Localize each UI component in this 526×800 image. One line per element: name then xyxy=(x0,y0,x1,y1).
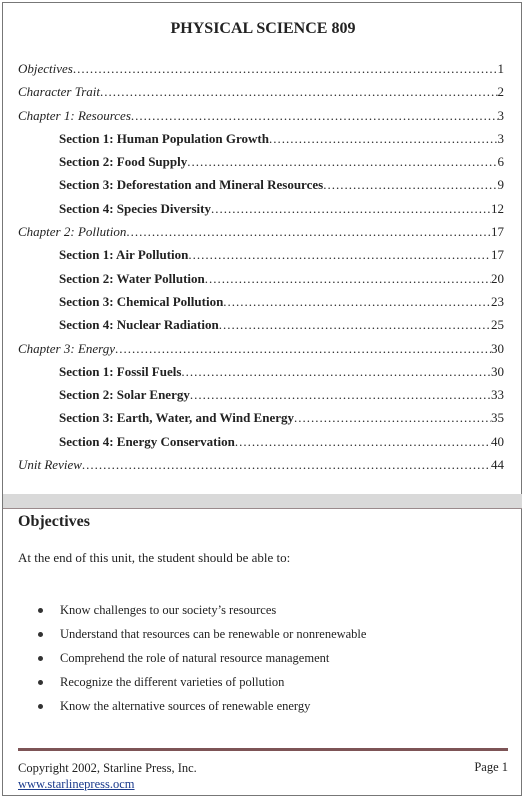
document-title: PHYSICAL SCIENCE 809 xyxy=(170,20,356,37)
bullet-icon xyxy=(38,632,43,637)
toc-entry-label: Objectives xyxy=(18,61,73,76)
footer-rule xyxy=(18,748,508,751)
toc-leader-dots xyxy=(188,247,491,263)
toc-entry[interactable] xyxy=(18,84,504,107)
toc-entry-page: 40 xyxy=(491,433,504,449)
bullet-icon xyxy=(38,656,43,661)
toc-leader-dots xyxy=(294,410,491,426)
toc-entry[interactable] xyxy=(18,387,504,410)
objective-text: Know the alternative sources of renewable energy xyxy=(60,698,311,713)
toc-leader-dots xyxy=(223,294,491,310)
toc-entry[interactable] xyxy=(18,108,504,131)
toc-entry-page: 3 xyxy=(497,130,504,146)
toc-entry[interactable] xyxy=(18,457,504,480)
bullet-icon xyxy=(38,680,43,685)
section-divider-rule xyxy=(3,508,522,509)
section-divider-band xyxy=(3,494,522,508)
toc-leader-dots xyxy=(205,271,491,287)
toc-entry-page: 17 xyxy=(491,247,504,263)
toc-entry-page: 6 xyxy=(497,154,504,170)
toc-entry-label: Section 2: Food Supply xyxy=(59,154,188,170)
toc-entry-page: 44 xyxy=(491,457,504,473)
toc-entry-page: 2 xyxy=(497,84,504,100)
toc-entry-page: 20 xyxy=(491,270,504,286)
toc-entry[interactable] xyxy=(18,317,504,340)
toc-entry-label: Character Trait xyxy=(18,84,100,100)
toc-leader-dots xyxy=(235,434,491,450)
toc-entry-label: Section 1: Fossil Fuels xyxy=(59,363,182,379)
toc-leader-dots xyxy=(187,154,497,170)
list-item xyxy=(38,694,366,718)
footer-credits xyxy=(18,760,197,792)
toc-entry-label: Section 2: Solar Energy xyxy=(59,387,190,403)
copyright-text: Copyright 2002, Starline Press, Inc. xyxy=(18,761,197,775)
toc-entry-label: Chapter 1: Resources xyxy=(18,107,131,123)
toc-entry-label: Section 3: Earth, Water, and Wind Energy xyxy=(59,410,294,426)
toc-entry-page: 17 xyxy=(491,224,504,240)
toc-entry-page: 25 xyxy=(491,317,504,333)
toc-entry[interactable] xyxy=(18,434,504,457)
toc-entry-label: Section 4: Nuclear Radiation xyxy=(59,317,219,333)
list-item xyxy=(38,670,366,694)
list-item xyxy=(38,646,366,670)
toc-entry[interactable] xyxy=(18,364,504,387)
toc-leader-dots xyxy=(181,364,491,380)
toc-leader-dots xyxy=(82,457,491,473)
toc-entry-page: 12 xyxy=(491,200,504,216)
toc-entry-page: 30 xyxy=(491,363,504,379)
toc-entry[interactable] xyxy=(18,154,504,177)
website-link[interactable]: www.starlinepress.ocm xyxy=(18,777,135,791)
toc-leader-dots xyxy=(100,84,498,100)
toc-leader-dots xyxy=(115,341,491,357)
toc-entry-page: 3 xyxy=(497,107,504,123)
toc-entry[interactable] xyxy=(18,247,504,270)
objective-text: Comprehend the role of natural resource management xyxy=(60,650,330,665)
toc-entry-label: Chapter 2: Pollution xyxy=(18,224,127,240)
toc-entry-label: Section 4: Species Diversity xyxy=(59,200,212,216)
toc-entry-label: Section 1: Human Population Growth xyxy=(59,130,269,146)
objectives-intro: At the end of this unit, the student should be able to: xyxy=(18,550,291,565)
toc-entry-page: 9 xyxy=(497,177,504,193)
toc-entry-page: 1 xyxy=(497,61,504,76)
toc-entry-page: 35 xyxy=(491,410,504,426)
toc-entry-label: Section 2: Water Pollution xyxy=(59,270,205,286)
toc-entry-label: Section 3: Deforestation and Mineral Resources xyxy=(59,177,324,193)
toc-entry-label: Section 1: Air Pollution xyxy=(59,247,189,263)
toc-leader-dots xyxy=(323,177,497,193)
toc-entry[interactable] xyxy=(18,177,504,200)
toc-entry-label: Chapter 3: Energy xyxy=(18,340,115,356)
toc-entry[interactable] xyxy=(18,131,504,154)
objective-text: Recognize the different varieties of pollution xyxy=(60,674,285,689)
toc-leader-dots xyxy=(73,61,498,77)
bullet-icon xyxy=(38,608,43,613)
toc-entry[interactable] xyxy=(18,61,504,84)
list-item xyxy=(38,622,366,646)
toc-leader-dots xyxy=(190,387,491,403)
toc-entry[interactable] xyxy=(18,224,504,247)
toc-entry[interactable] xyxy=(18,410,504,433)
toc-entry-page: 30 xyxy=(491,340,504,356)
table-of-contents xyxy=(18,61,504,480)
toc-entry-label: Section 4: Energy Conservation xyxy=(59,433,235,449)
toc-entry-page: 23 xyxy=(491,293,504,309)
toc-leader-dots xyxy=(219,317,491,333)
objectives-heading: Objectives xyxy=(18,513,90,530)
list-item xyxy=(38,598,366,622)
toc-entry-page: 33 xyxy=(491,387,504,403)
toc-entry[interactable] xyxy=(18,341,504,364)
toc-entry[interactable] xyxy=(18,201,504,224)
toc-entry[interactable] xyxy=(18,294,504,317)
toc-entry-label: Unit Review xyxy=(18,457,82,473)
toc-leader-dots xyxy=(126,224,491,240)
objective-text: Understand that resources can be renewable or nonrenewable xyxy=(60,626,367,641)
toc-leader-dots xyxy=(269,131,498,147)
toc-leader-dots xyxy=(211,201,491,217)
objectives-list xyxy=(38,598,366,718)
page-number: Page 1 xyxy=(474,760,508,774)
bullet-icon xyxy=(38,704,43,709)
toc-leader-dots xyxy=(131,108,498,124)
objective-text: Know challenges to our society’s resources xyxy=(60,602,277,617)
toc-entry-label: Section 3: Chemical Pollution xyxy=(59,293,224,309)
toc-entry[interactable] xyxy=(18,271,504,294)
